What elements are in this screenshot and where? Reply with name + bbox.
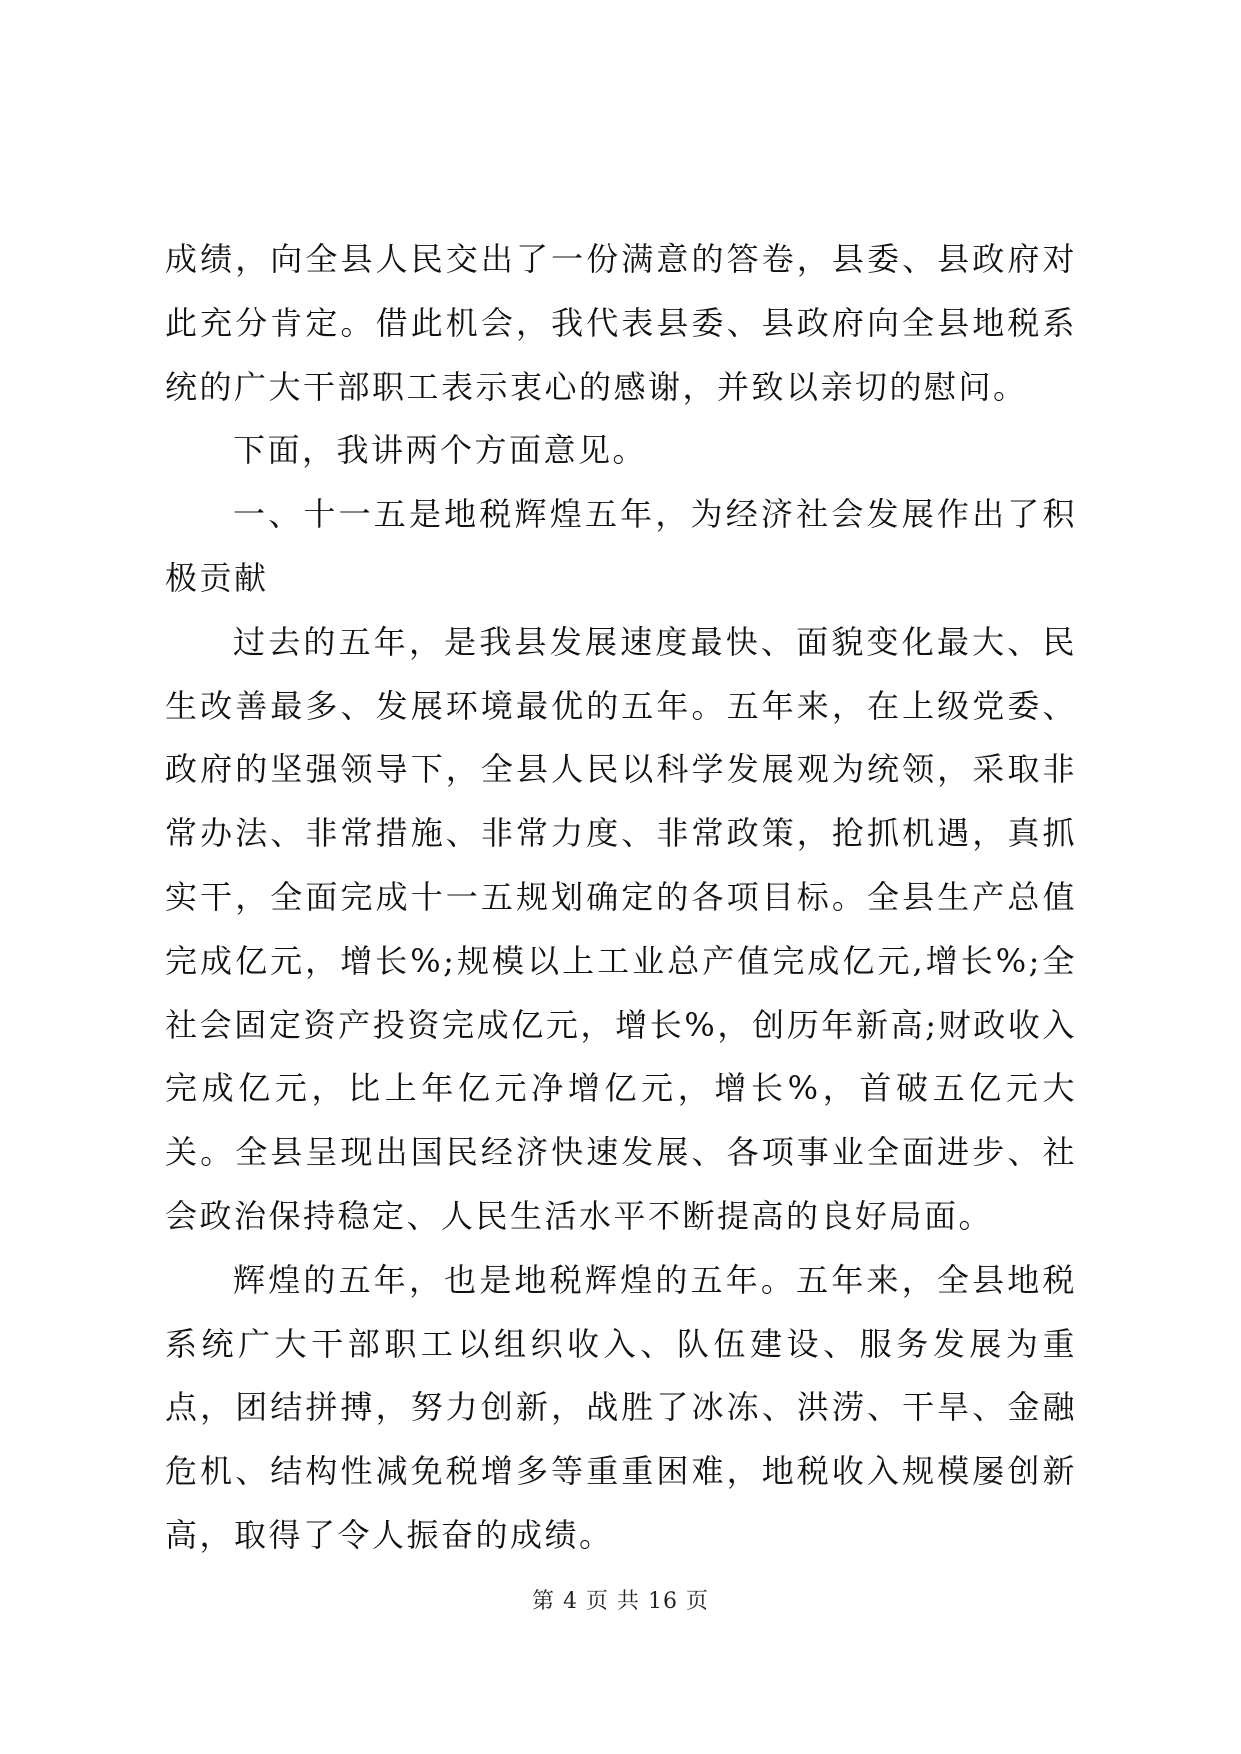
paragraph: 辉煌的五年，也是地税辉煌的五年。五年来，全县地税系统广大干部职工以组织收入、队伍建设、服务发展为重点，团结拼搏，努力创新，战胜了冰冻、洪涝、干旱、金融危机、结构性减免税增多等重重困难，地税收入规模屡创新高，取得了令人振奋的成绩。 [165, 1260, 1077, 1554]
document-body [165, 228, 1077, 1568]
page-number-footer: 第 4 页 共 16 页 [532, 1589, 709, 1614]
paragraph: 过去的五年，是我县发展速度最快、面貌变化最大、民生改善最多、发展环境最优的五年。五年来，在上级党委、政府的坚强领导下，全县人民以科学发展观为统领，采取非常办法、非常措施、非常力度、非常政策，抢抓机遇，真抓实干，全面完成十一五规划确定的各项目标。全县生产总值完成亿元，增长%;规模以上工业总产值完成亿元,增长%;全社会固定资产投资完成亿元，增长%，创历年新高;财政收入完成亿元，比上年亿元净增亿元，增长%，首破五亿元大关。全县呈现出国民经济快速发展、各项事业全面进步、社会政治保持稳定、人民生活水平不断提高的良好局面。 [165, 622, 1077, 1235]
paragraph: 下面，我讲两个方面意见。 [233, 431, 648, 470]
paragraph: 成绩，向全县人民交出了一份满意的答卷，县委、县政府对此充分肯定。借此机会，我代表县委、县政府向全县地税系统的广大干部职工表示衷心的感谢，并致以亲切的慰问。 [165, 240, 1077, 406]
section-heading: 一、十一五是地税辉煌五年，为经济社会发展作出了积极贡献 [165, 495, 1077, 597]
